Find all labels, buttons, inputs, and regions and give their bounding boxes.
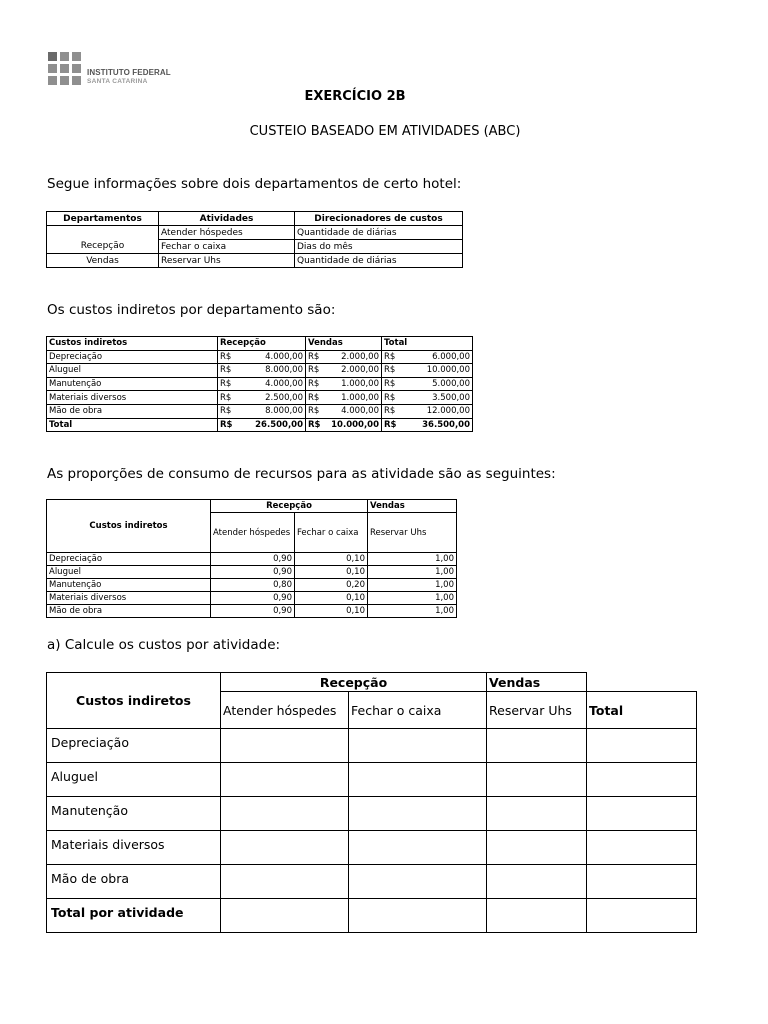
value-cell: 1,00 [368,553,457,566]
table-row [47,391,473,405]
sub-header: Atender hóspedes [211,513,295,553]
page-subtitle: CUSTEIO BASEADO EM ATIVIDADES (ABC) [249,124,521,139]
answer-cell[interactable] [587,797,697,831]
table-header: Total [382,337,473,351]
answer-cell[interactable] [349,729,487,763]
driver-cell: Dias do mês [295,240,463,254]
value-cell: 10.000,00 [328,418,382,432]
currency-cell: R$ [306,404,328,418]
row-label: Aluguel [47,763,221,797]
page-title: EXERCÍCIO 2B [304,89,406,104]
value-cell: 1,00 [368,579,457,592]
answer-cell[interactable] [221,831,349,865]
row-label: Aluguel [47,364,218,378]
group-header: Vendas [368,500,457,513]
value-cell: 0,90 [211,592,295,605]
table-row [47,254,463,268]
answer-cell[interactable] [221,865,349,899]
table-row [47,865,697,899]
currency-cell: R$ [306,364,328,378]
value-cell: 0,10 [295,605,368,618]
table-row [47,605,457,618]
table-row [47,797,697,831]
currency-cell: R$ [218,391,240,405]
answer-cell[interactable] [349,763,487,797]
sub-header: Reservar Uhs [487,692,587,729]
value-cell: 0,90 [211,566,295,579]
departments-table [46,211,463,268]
row-label: Depreciação [47,350,218,364]
sub-header: Atender hóspedes [221,692,349,729]
row-label: Total [47,418,218,432]
value-cell: 10.000,00 [404,364,473,378]
heading-proportions: As proporções de consumo de recursos para as atividade são as seguintes: [47,466,556,482]
table-header: Atividades [159,212,295,226]
activity-costs-answer-table [46,672,697,933]
value-cell: 1,00 [368,566,457,579]
table-row [47,579,457,592]
table-corner-header: Custos indiretos [47,500,211,553]
answer-cell[interactable] [587,763,697,797]
table-row [47,831,697,865]
intro-text: Segue informações sobre dois departamentos de certo hotel: [47,176,462,192]
currency-cell: R$ [218,377,240,391]
proportions-table [46,499,457,618]
answer-cell[interactable] [487,899,587,933]
currency-cell: R$ [306,350,328,364]
answer-cell[interactable] [587,865,697,899]
value-cell: 0,90 [211,605,295,618]
row-label: Mão de obra [47,865,221,899]
table-header: Departamentos [47,212,159,226]
value-cell: 2.000,00 [328,364,382,378]
table-header: Custos indiretos [47,337,218,351]
answer-cell[interactable] [487,763,587,797]
currency-cell: R$ [382,391,404,405]
answer-cell[interactable] [349,865,487,899]
value-cell: 4.000,00 [240,350,306,364]
value-cell: 4.000,00 [328,404,382,418]
table-row [47,350,473,364]
table-row [47,364,473,378]
currency-cell: R$ [306,418,328,432]
driver-cell: Quantidade de diárias [295,254,463,268]
answer-cell[interactable] [587,729,697,763]
table-header: Direcionadores de custos [295,212,463,226]
value-cell: 2.500,00 [240,391,306,405]
answer-cell[interactable] [221,899,349,933]
answer-cell[interactable] [487,865,587,899]
currency-cell: R$ [382,377,404,391]
answer-cell[interactable] [587,899,697,933]
sub-header: Reservar Uhs [368,513,457,553]
row-label: Manutenção [47,377,218,391]
value-cell: 5.000,00 [404,377,473,391]
table-row [47,763,697,797]
table-header-row [47,212,463,226]
driver-cell: Quantidade de diárias [295,226,463,240]
sub-header: Fechar o caixa [295,513,368,553]
value-cell: 0,10 [295,566,368,579]
value-cell: 0,10 [295,592,368,605]
value-cell: 3.500,00 [404,391,473,405]
table-row [47,592,457,605]
value-cell: 4.000,00 [240,377,306,391]
row-label: Mão de obra [47,605,211,618]
currency-cell: R$ [306,391,328,405]
row-label: Materiais diversos [47,831,221,865]
sub-header: Fechar o caixa [349,692,487,729]
group-header: Recepção [211,500,368,513]
table-row [47,404,473,418]
value-cell: 0,20 [295,579,368,592]
value-cell: 2.000,00 [328,350,382,364]
table-corner-header: Custos indiretos [47,673,221,729]
table-header-row [47,500,457,513]
value-cell: 8.000,00 [240,404,306,418]
row-label: Mão de obra [47,404,218,418]
row-label: Aluguel [47,566,211,579]
empty-header-cell [587,673,697,692]
answer-cell[interactable] [349,899,487,933]
currency-cell: R$ [382,418,404,432]
answer-cell[interactable] [487,797,587,831]
value-cell: 1,00 [368,592,457,605]
logo-grid-icon [48,52,81,88]
table-total-row [47,899,697,933]
currency-cell: R$ [218,404,240,418]
table-row [47,566,457,579]
row-label: Manutenção [47,797,221,831]
logo-line2: SANTA CATARINA [87,78,148,85]
row-label: Depreciação [47,729,221,763]
answer-cell[interactable] [221,797,349,831]
answer-cell[interactable] [221,763,349,797]
value-cell: 1.000,00 [328,391,382,405]
table-row [47,729,697,763]
value-cell: 36.500,00 [404,418,473,432]
activity-cell: Atender hóspedes [159,226,295,240]
value-cell: 0,90 [211,553,295,566]
group-header: Vendas [487,673,587,692]
row-label: Materiais diversos [47,592,211,605]
heading-question-a: a) Calcule os custos por atividade: [47,637,281,653]
value-cell: 6.000,00 [404,350,473,364]
row-label: Total por atividade [47,899,221,933]
currency-cell: R$ [306,377,328,391]
answer-cell[interactable] [349,831,487,865]
institute-logo [48,52,183,92]
activity-cell: Reservar Uhs [159,254,295,268]
heading-costs: Os custos indiretos por departamento são: [47,302,336,318]
currency-cell: R$ [218,364,240,378]
answer-cell[interactable] [349,797,487,831]
dept-cell: Vendas [47,254,159,268]
value-cell: 0,10 [295,553,368,566]
table-header: Vendas [306,337,382,351]
currency-cell: R$ [382,364,404,378]
currency-cell: R$ [218,418,240,432]
table-row [47,240,463,254]
answer-cell[interactable] [487,729,587,763]
value-cell: 1.000,00 [328,377,382,391]
activity-cell: Fechar o caixa [159,240,295,254]
table-total-row [47,418,473,432]
value-cell: 26.500,00 [240,418,306,432]
currency-cell: R$ [382,404,404,418]
table-row [47,553,457,566]
table-header-row [47,673,697,692]
row-label: Depreciação [47,553,211,566]
table-row [47,377,473,391]
answer-cell[interactable] [587,831,697,865]
row-label: Materiais diversos [47,391,218,405]
logo-line1: INSTITUTO FEDERAL [87,68,171,77]
answer-cell[interactable] [487,831,587,865]
currency-cell: R$ [218,350,240,364]
table-header-row [47,337,473,351]
value-cell: 1,00 [368,605,457,618]
table-header: Recepção [218,337,306,351]
table-row [47,226,463,240]
currency-cell: R$ [382,350,404,364]
value-cell: 8.000,00 [240,364,306,378]
answer-cell[interactable] [221,729,349,763]
row-label: Manutenção [47,579,211,592]
value-cell: 0,80 [211,579,295,592]
sub-header: Total [587,692,697,729]
indirect-costs-table [46,336,473,432]
dept-cell [47,226,159,240]
group-header: Recepção [221,673,487,692]
dept-cell: Recepção [47,240,159,254]
value-cell: 12.000,00 [404,404,473,418]
